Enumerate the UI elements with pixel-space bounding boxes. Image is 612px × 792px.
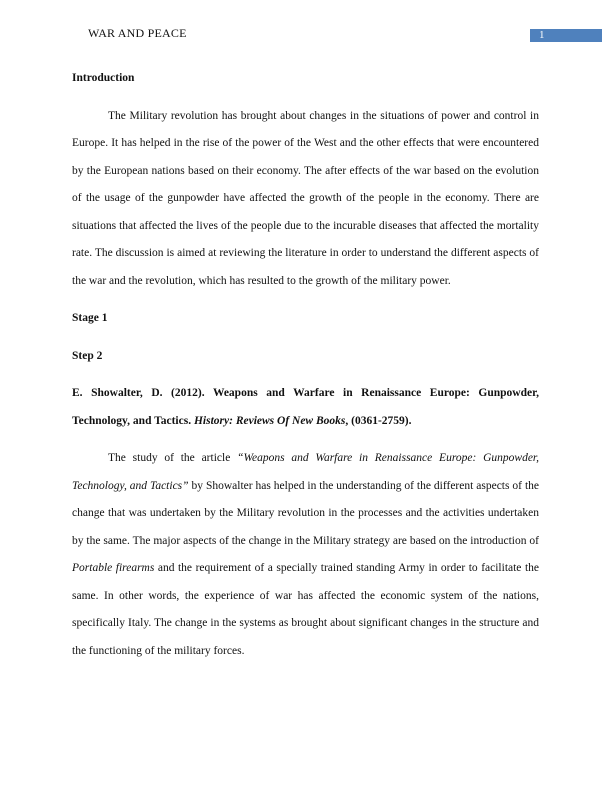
review-text-part2: by Showalter has helped in the understanding of the different aspects of the change that was undertaken by the Military revolution in the processes and the activities undertaken by the same. The major aspects of the change in the Military strategy are based on the introduction of bbox=[72, 479, 539, 547]
stage-heading: Stage 1 bbox=[72, 312, 108, 324]
review-paragraph bbox=[72, 445, 539, 665]
step-heading: Step 2 bbox=[72, 349, 103, 362]
reference-journal: History: Reviews Of New Books bbox=[193, 414, 346, 427]
document-body bbox=[72, 65, 539, 665]
reference-authors: E. Showalter, D. (2012). bbox=[72, 387, 205, 399]
review-portable-firearms: Portable firearms bbox=[72, 562, 155, 574]
running-head: WAR AND PEACE bbox=[88, 26, 187, 40]
review-intro: The study of the article bbox=[108, 452, 238, 464]
reference-issn: , (0361-2759). bbox=[345, 414, 412, 427]
reference-citation bbox=[72, 380, 539, 435]
reference-title: Weapons and Warfare in Renaissance Europe: Gunpowder, Technology, and Tactics. bbox=[72, 387, 539, 427]
introduction-paragraph: The Military revolution has brought about changes in the situations of power and control in Europe. It has helped in the rise of the power of the West and the other effects that were encountered by the European nations based on their economy. The after effects of the war based on the evolution of the usage of the gunpowder have affected the growth of the people in the economy. There are situations that affected the lives of the people due to the incurable diseases that affected the mortality rate. The discussion is aimed at reviewing the literature in order to understand the different aspects of the war and the revolution, which has resulted to the growth of the military power. bbox=[72, 109, 539, 287]
review-article-title: “Weapons and Warfare in Renaissance Europe: Gunpowder, Technology, and Tactics” bbox=[72, 452, 540, 492]
page-number: 1 bbox=[530, 29, 602, 42]
review-text-part3: and the requirement of a specially trained standing Army in order to facilitate the same. In other words, the experience of war has affected the economic system of the nations, specifically Italy. The change in the systems as brought about significant changes in the structure and the functioning of the military forces. bbox=[72, 562, 539, 657]
introduction-heading: Introduction bbox=[72, 72, 135, 84]
